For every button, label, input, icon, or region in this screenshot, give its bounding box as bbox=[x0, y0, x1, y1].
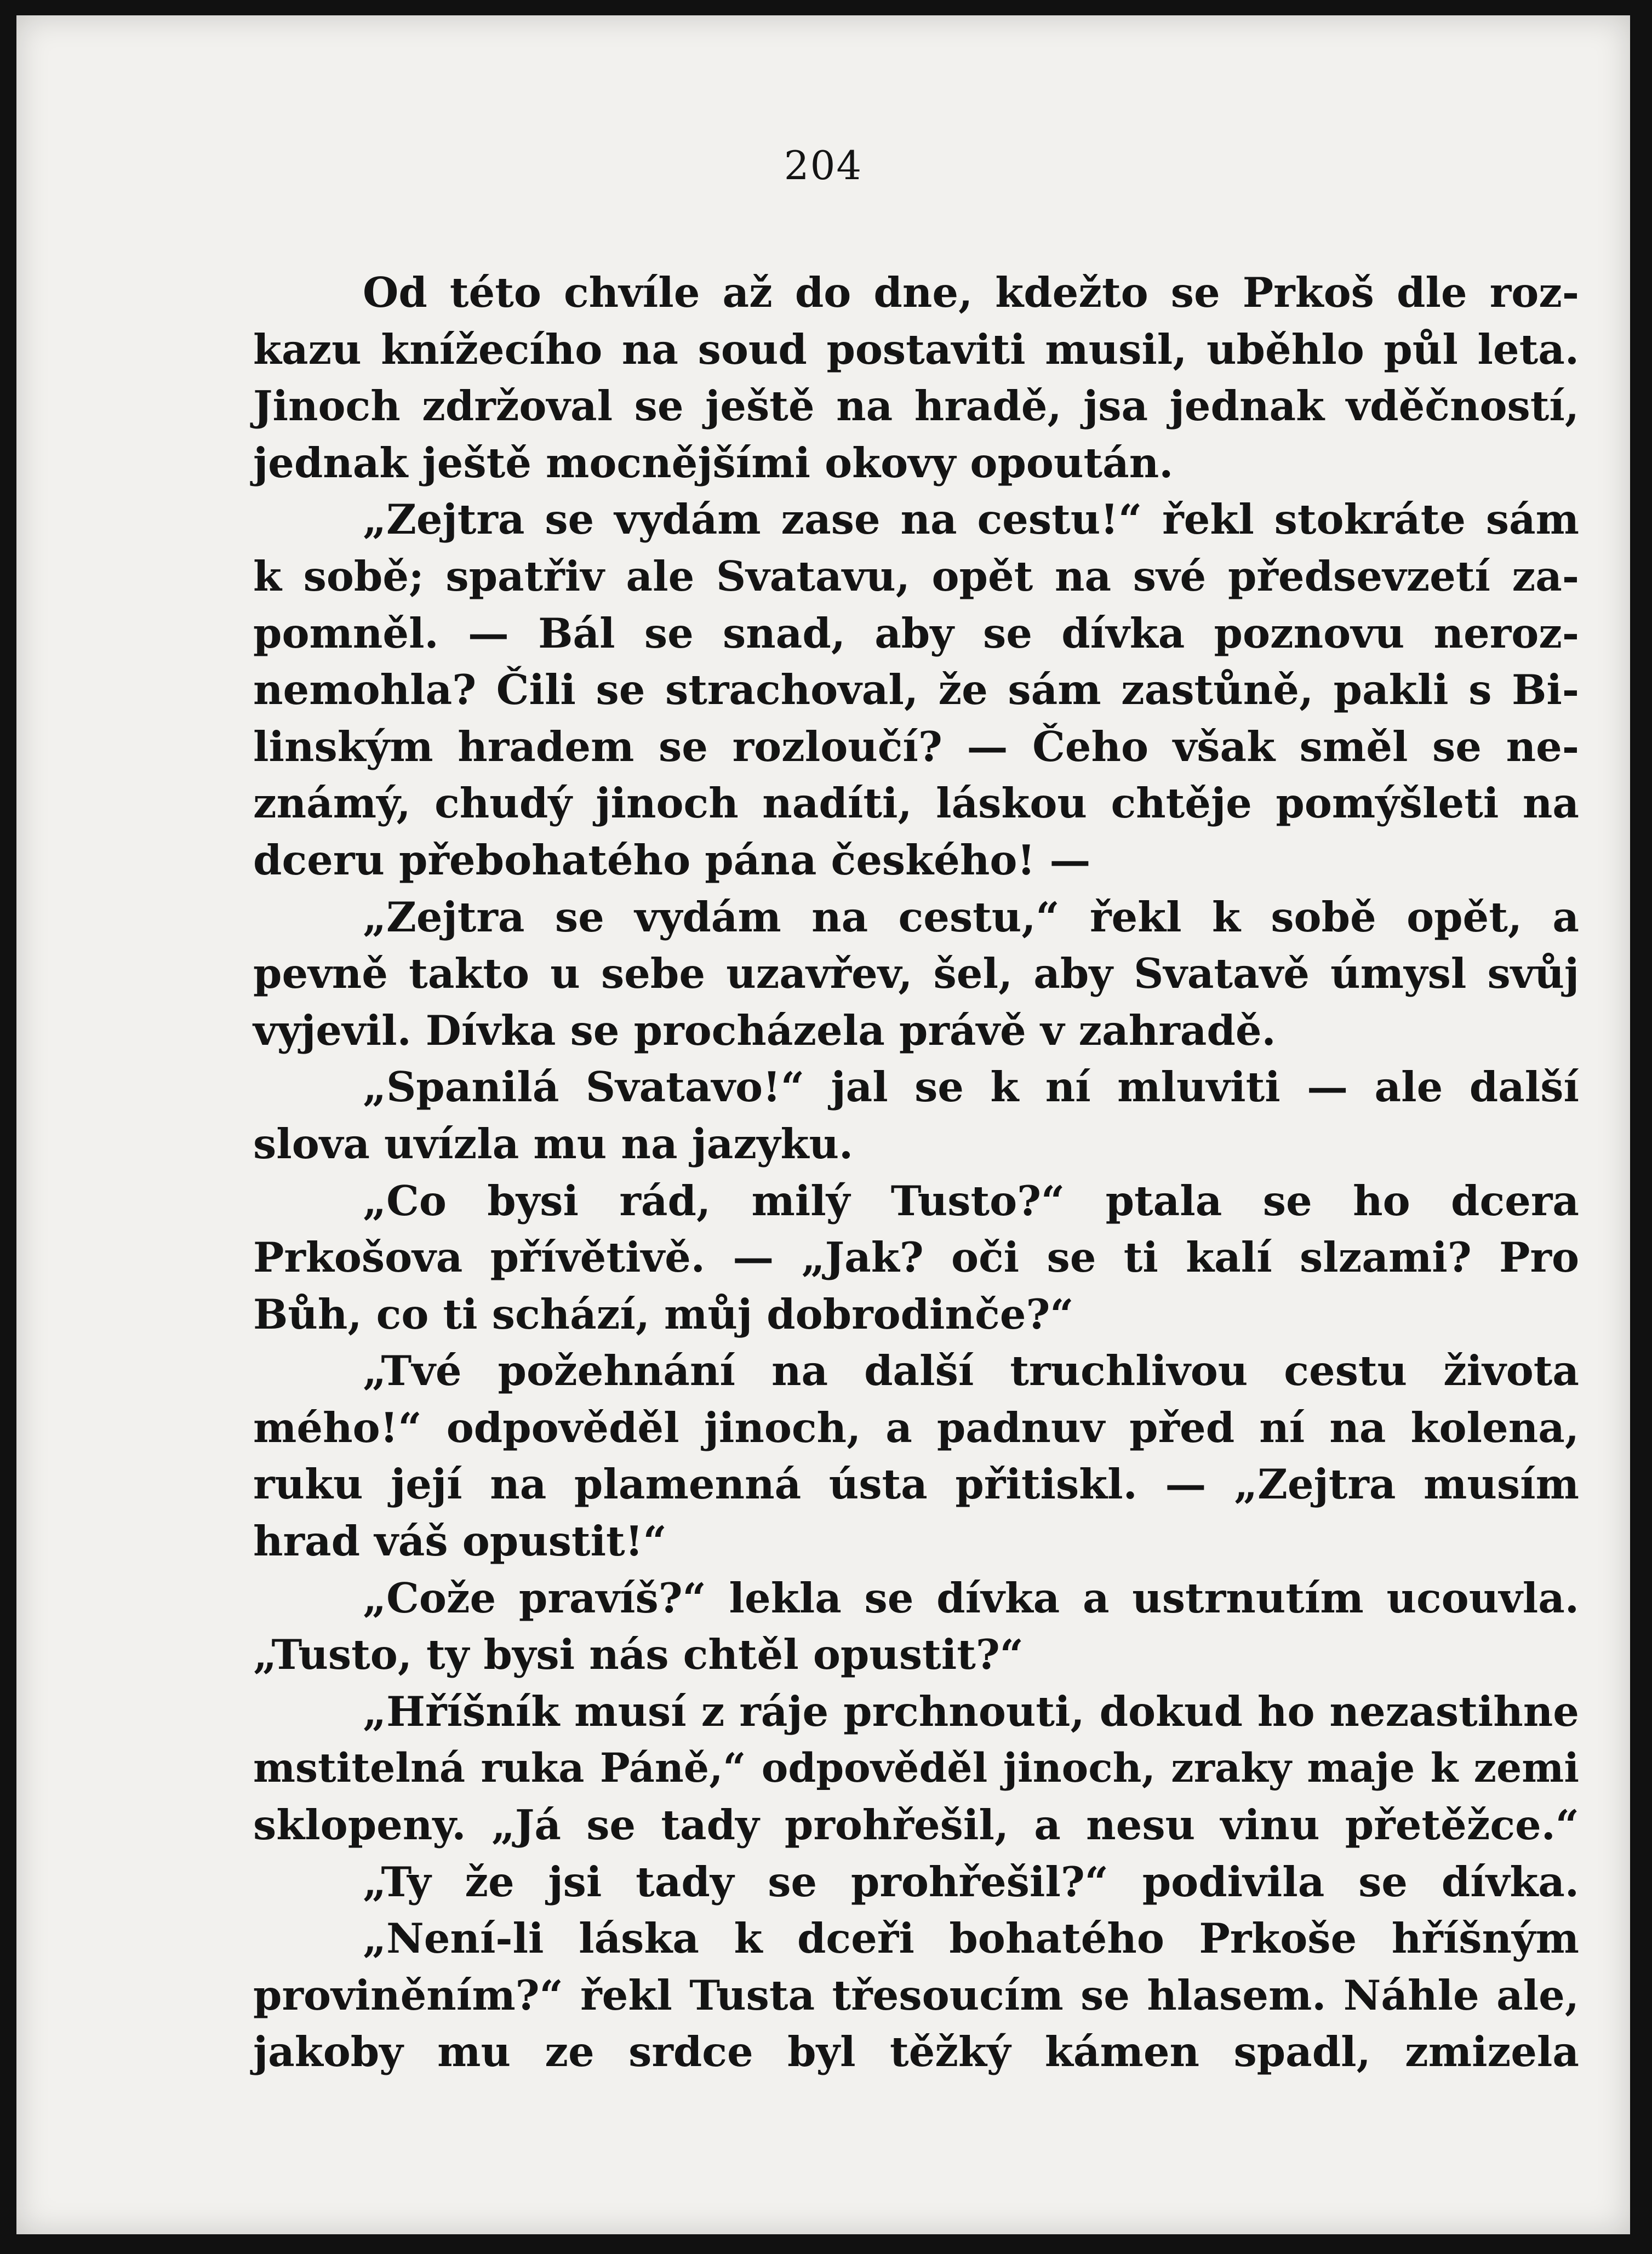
text-line: proviněním?“ řekl Tusta třesoucím se hlasem. Náhle ale, bbox=[253, 1971, 1579, 2020]
text-line: pomněl. — Bál se snad, aby se dívka poznovu neroz- bbox=[253, 609, 1579, 657]
text-line: „Není-li láska k dceři bohatého Prkoše hříšným bbox=[363, 1914, 1579, 1963]
text-line: ruku její na plamenná ústa přitiskl. — „Zejtra musím bbox=[253, 1460, 1579, 1509]
book-page bbox=[16, 15, 1630, 2234]
text-line: známý, chudý jinoch nadíti, láskou chtěje pomýšleti na bbox=[253, 779, 1579, 828]
text-line: Jinoch zdržoval se ještě na hradě, jsa jednak vděčností, bbox=[253, 382, 1579, 431]
text-line: jakoby mu ze srdce byl těžký kámen spadl, zmizela bbox=[253, 2028, 1579, 2076]
text-line: „Hříšník musí z ráje prchnouti, dokud ho nezastihne bbox=[363, 1687, 1579, 1736]
text-line: sklopeny. „Já se tady prohřešil, a nesu vinu přetěžce.“ bbox=[253, 1801, 1579, 1850]
text-line: jednak ještě mocnějšími okovy opoután. bbox=[253, 438, 1174, 487]
text-line: „Tusto, ty bysi nás chtěl opustit?“ bbox=[253, 1631, 1024, 1679]
text-line: „Cože pravíš?“ lekla se dívka a ustrnutím ucouvla. bbox=[363, 1574, 1579, 1622]
text-line: vyjevil. Dívka se procházela právě v zahradě. bbox=[253, 1006, 1276, 1055]
text-line: „Ty že jsi tady se prohřešil?“ podivila se dívka. bbox=[363, 1857, 1579, 1906]
body-text bbox=[253, 265, 1579, 2081]
text-line: k sobě; spatřiv ale Svatavu, opět na své předsevzetí za- bbox=[253, 552, 1579, 600]
page-number: 204 bbox=[784, 142, 863, 188]
text-line: „Tvé požehnání na další truchlivou cestu života bbox=[363, 1347, 1579, 1395]
text-line: slova uvízla mu na jazyku. bbox=[253, 1119, 854, 1168]
text-line: Bůh, co ti schází, můj dobrodinče?“ bbox=[253, 1290, 1074, 1338]
text-line: „Spanilá Svatavo!“ jal se k ní mluviti — ale další bbox=[363, 1063, 1579, 1112]
text-line: Prkošova přívětivě. — „Jak? oči se ti kalí slzami? Pro bbox=[253, 1233, 1579, 1282]
text-line: linským hradem se rozloučí? — Čeho však směl se ne- bbox=[253, 722, 1579, 771]
text-line: mstitelná ruka Páně,“ odpověděl jinoch, zraky maje k zemi bbox=[253, 1745, 1579, 1792]
text-line: hrad váš opustit!“ bbox=[253, 1517, 667, 1566]
text-line: mého!“ odpověděl jinoch, a padnuv před ní na kolena, bbox=[253, 1403, 1579, 1452]
text-line: „Zejtra se vydám zase na cestu!“ řekl stokráte sám bbox=[363, 495, 1579, 544]
text-line: dceru přebohatého pána českého! — bbox=[253, 836, 1091, 884]
text-line: „Co bysi rád, milý Tusto?“ ptala se ho dcera bbox=[363, 1176, 1579, 1225]
text-line: nemohla? Čili se strachoval, že sám zastůně, pakli s Bi- bbox=[253, 666, 1579, 714]
text-line: Od této chvíle až do dne, kdežto se Prkoš dle roz- bbox=[363, 268, 1579, 317]
text-line: kazu knížecího na soud postaviti musil, uběhlo půl leta. bbox=[253, 325, 1579, 374]
text-line: „Zejtra se vydám na cestu,“ řekl k sobě opět, a bbox=[363, 893, 1579, 941]
text-line: pevně takto u sebe uzavřev, šel, aby Svatavě úmysl svůj bbox=[253, 949, 1579, 998]
